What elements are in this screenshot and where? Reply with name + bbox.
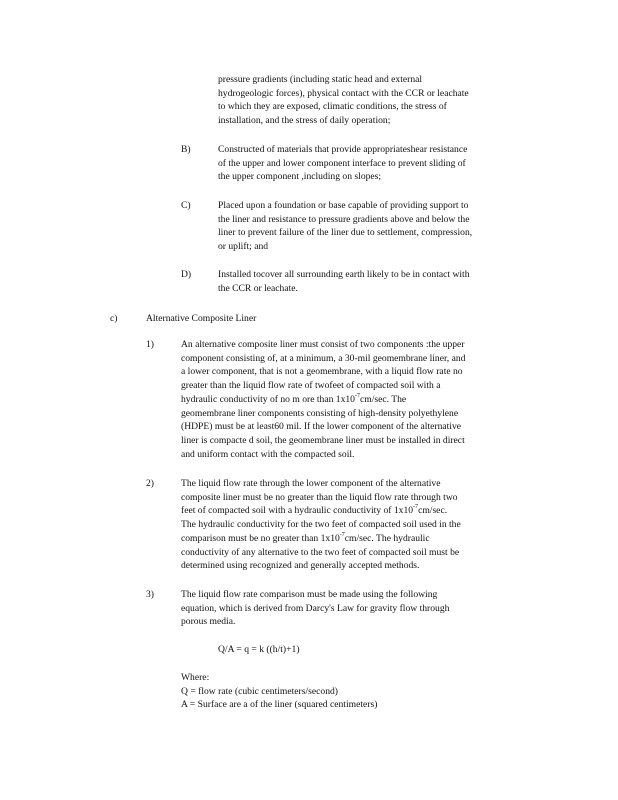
text-line: conductivity of any alternative to the two feet of compacted soil must be: [181, 546, 460, 558]
where-label: Where:: [181, 672, 210, 683]
item-c-text: [218, 199, 532, 254]
text-fragment: cm/sec.: [418, 505, 448, 517]
text-line: determined using recognized and generally accepted methods.: [181, 560, 420, 572]
equation-definitions: [181, 671, 481, 712]
paragraph-1-label: 1): [146, 339, 154, 350]
text-line: An alternative composite liner must consist of two components :the upper: [181, 339, 465, 350]
text-fragment: cm/sec. The hydraulic: [344, 532, 430, 544]
text-fragment: hydraulic conductivity of no m ore than 1x10: [181, 393, 355, 405]
item-c-label: C): [181, 200, 191, 211]
exponent: -7: [339, 531, 345, 538]
text-line: and uniform contact with the compacted soil.: [181, 448, 355, 460]
definition-line: Q = flow rate (cubic centimeters/second): [181, 685, 338, 697]
text-line: greater than the liquid flow rate of twofeet of compacted soil with a: [181, 380, 441, 392]
text-line: equation, which is derived from Darcy's Law for gravity flow through: [181, 602, 450, 614]
text-line: The liquid flow rate through the lower component of the alternative: [181, 478, 441, 489]
text-line: The hydraulic conductivity for the two feet of compacted soil used in the: [181, 519, 461, 531]
text-line: [181, 393, 535, 407]
paragraph-1-text: [181, 338, 535, 461]
text-line: composite liner must be no greater than the liquid flow rate through two: [181, 491, 458, 503]
text-line: [181, 504, 535, 518]
text-line: Installed tocover all surrounding earth likely to be in contact with: [218, 269, 470, 280]
text-line: liner to prevent failure of the liner due to settlement, compression,: [218, 227, 473, 239]
text-line: component consisting of, at a minimum, a 30-mil geomembrane liner, and: [181, 352, 466, 364]
exponent: -7: [354, 392, 360, 399]
text-fragment: cm/sec. The: [359, 393, 407, 405]
text-line: the upper component ,including on slopes;: [218, 171, 382, 183]
text-fragment: feet of compacted soil with a hydraulic conductivity of 1x10: [181, 505, 414, 517]
text-line: the CCR or leachate.: [218, 282, 298, 294]
text-line: the liner and resistance to pressure gradients above and below the: [218, 213, 470, 225]
text-line: [181, 532, 535, 546]
text-line: (HDPE) must be at least60 mil. If the lower component of the alternative: [181, 421, 462, 433]
text-line: porous media.: [181, 616, 236, 628]
text-line: of the upper and lower component interface to prevent sliding of: [218, 157, 466, 169]
item-a-continuation: [218, 73, 527, 128]
item-b-text: [218, 143, 528, 184]
definition-line: A = Surface are a of the liner (squared centimeters): [181, 699, 378, 711]
item-d-label: D): [181, 269, 192, 280]
section-c-title: Alternative Composite Liner: [146, 313, 257, 324]
text-line: to which they are exposed, climatic conditions, the stress of: [218, 101, 447, 113]
darcy-equation: Q/A = q = k ((h/t)+1): [218, 644, 300, 655]
text-line: a lower component, that is not a geomembrane, with a liquid flow rate no: [181, 366, 463, 378]
paragraph-3-text: [181, 588, 521, 629]
text-line: pressure gradients (including static head and external: [218, 74, 423, 85]
section-c-label: c): [110, 313, 118, 324]
text-line: liner is compacte d soil, the geomembrane liner must be installed in direct: [181, 434, 465, 446]
text-line: installation, and the stress of daily operation;: [218, 115, 391, 127]
text-line: hydrogeologic forces), physical contact with the CCR or leachate: [218, 87, 469, 99]
item-d-text: [218, 268, 532, 295]
paragraph-3-label: 3): [146, 589, 154, 600]
text-line: The liquid flow rate comparison must be made using the following: [181, 589, 438, 600]
text-line: geomembrane liner components consisting of high-density polyethylene: [181, 407, 459, 419]
text-line: or uplift; and: [218, 241, 269, 253]
text-fragment: comparison must be no greater than 1x10: [181, 532, 340, 544]
exponent: -7: [413, 504, 419, 511]
item-b-label: B): [181, 144, 191, 155]
paragraph-2-label: 2): [146, 478, 154, 489]
paragraph-2-text: [181, 477, 535, 573]
text-line: Placed upon a foundation or base capable of providing support to: [218, 200, 469, 211]
text-line: Constructed of materials that provide appropriateshear resistance: [218, 144, 468, 155]
